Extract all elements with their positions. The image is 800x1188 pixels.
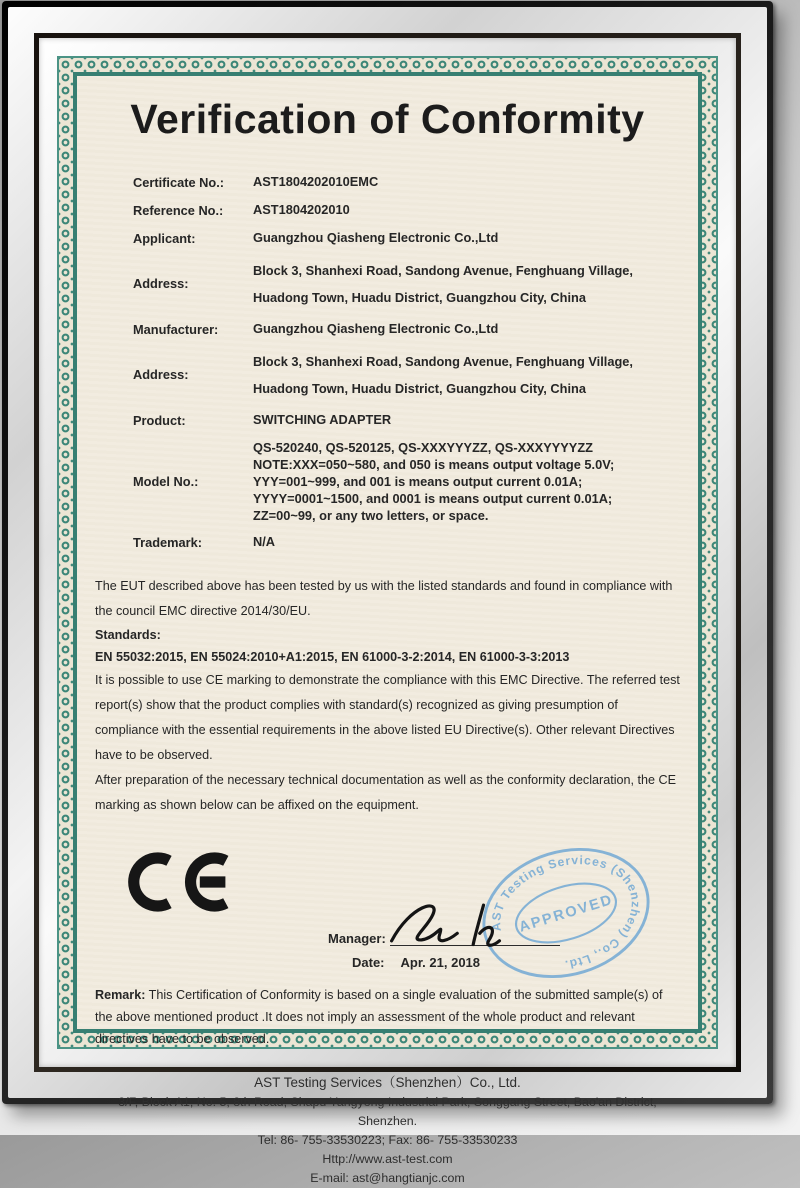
field-label: Trademark: (133, 535, 202, 550)
issuer-tel-fax: Tel: 86- 755-33530223; Fax: 86- 755-33530233 (257, 1133, 518, 1147)
field-label: Manufacturer: (133, 322, 219, 337)
field-row-applicant (133, 229, 680, 248)
field-value: AST1804202010 (253, 202, 350, 217)
field-label: Product: (133, 413, 186, 428)
issuer-address: 3/F, Block A1, No. 5, 8th Road, Shapu Yangyong Industrial Park, Songgang Street, Bao'an District, Shenzhen. (118, 1095, 657, 1128)
frame-silver-band (8, 7, 767, 1185)
date-label: Date: (352, 955, 385, 970)
field-label: Address: (133, 276, 189, 291)
manager-signature (386, 892, 536, 954)
field-value: Block 3, Shanhexi Road, Sandong Avenue, Fenghuang Village, Huadong Town, Huadu District, Guangzhou City, China (253, 263, 633, 305)
standards-list: EN 55032:2015, EN 55024:2010+A1:2015, EN 61000-3-2:2014, EN 61000-3-3:2013 (95, 650, 570, 664)
field-value: Guangzhou Qiasheng Electronic Co.,Ltd (253, 321, 499, 336)
field-row-product (133, 411, 680, 430)
issuer-footer (95, 1072, 680, 1188)
remark-label: Remark: (95, 988, 146, 1002)
field-row-trademark (133, 533, 680, 552)
standards-label: Standards: (95, 628, 161, 642)
manager-label: Manager: (328, 931, 386, 946)
ce-marking-paragraph: It is possible to use CE marking to demonstrate the compliance with this EMC Directive. The referred test report(s) show that the product complies with standard(s) recognized as giving presumption of compliance with the essential requirements in the above listed EU Directive(s). Other relevant Directives have to be observed. (95, 673, 680, 762)
field-label: Certificate No.: (133, 175, 225, 190)
frame-black-band (34, 33, 741, 1185)
issuer-website: Http://www.ast-test.com (322, 1152, 453, 1166)
issuer-email: E-mail: ast@hangtianjc.com (310, 1171, 465, 1185)
frame-mat (39, 38, 736, 1185)
intro-paragraph: The EUT described above has been tested by us with the listed standards and found in compliance with the council EMC directive 2014/30/EU. (95, 579, 673, 618)
date-value: Apr. 21, 2018 (400, 955, 481, 970)
field-label: Model No.: (133, 474, 199, 489)
field-label: Applicant: (133, 231, 196, 246)
issuer-company: AST Testing Services（Shenzhen）Co., Ltd. (254, 1075, 521, 1090)
field-value: QS-520240, QS-520125, QS-XXXYYYZZ, QS-XXXYYYYZZ NOTE:XXX=050~580, and 050 is means output voltage 5.0V; YYY=001~999, and 001 is means output current 0.01A; YYYY=0001~1500, and 0001 is means output current 0.01A; ZZ=00~99, or any two letters, or space. (253, 440, 615, 523)
field-label: Address: (133, 367, 189, 382)
remark-text: This Certification of Conformity is based on a single evaluation of the submitted sample(s) of the above mentioned product .It does not imply an assessment of the whole product and relevant directives have to be observed. (95, 988, 663, 1046)
stamp-ring-text: AST Testing Services (Shenzhen) Co., Ltd. (489, 853, 643, 973)
certificate-paper (73, 72, 702, 1185)
certificate-fields (133, 173, 680, 552)
signature-block (328, 853, 643, 973)
ce-mark-icon (123, 838, 235, 926)
field-value: Guangzhou Qiasheng Electronic Co.,Ltd (253, 230, 499, 245)
field-row-certificate-no (133, 173, 680, 192)
field-value: AST1804202010EMC (253, 174, 379, 189)
field-row-manufacturer-address (133, 348, 680, 402)
field-label: Reference No.: (133, 203, 224, 218)
ce-and-signature-section (95, 832, 680, 980)
field-value: Block 3, Shanhexi Road, Sandong Avenue, Fenghuang Village, Huadong Town, Huadu District, Guangzhou City, China (253, 354, 633, 396)
field-row-applicant-address (133, 257, 680, 311)
field-value: N/A (253, 534, 276, 549)
certificate-body (95, 574, 680, 818)
field-row-manufacturer (133, 320, 680, 339)
picture-frame (2, 1, 773, 1185)
field-row-reference-no (133, 201, 680, 220)
field-value: SWITCHING ADAPTER (253, 412, 392, 427)
after-preparation-paragraph: After preparation of the necessary technical documentation as well as the conformity declaration, the CE marking as shown below can be affixed on the equipment. (95, 773, 677, 812)
stamp-center-text: APPROVED (517, 891, 616, 936)
field-row-model-no (133, 439, 680, 524)
certificate-lace-border (57, 56, 718, 1185)
certificate-title: Verification of Conformity (130, 96, 645, 142)
remark-paragraph (95, 984, 680, 1050)
